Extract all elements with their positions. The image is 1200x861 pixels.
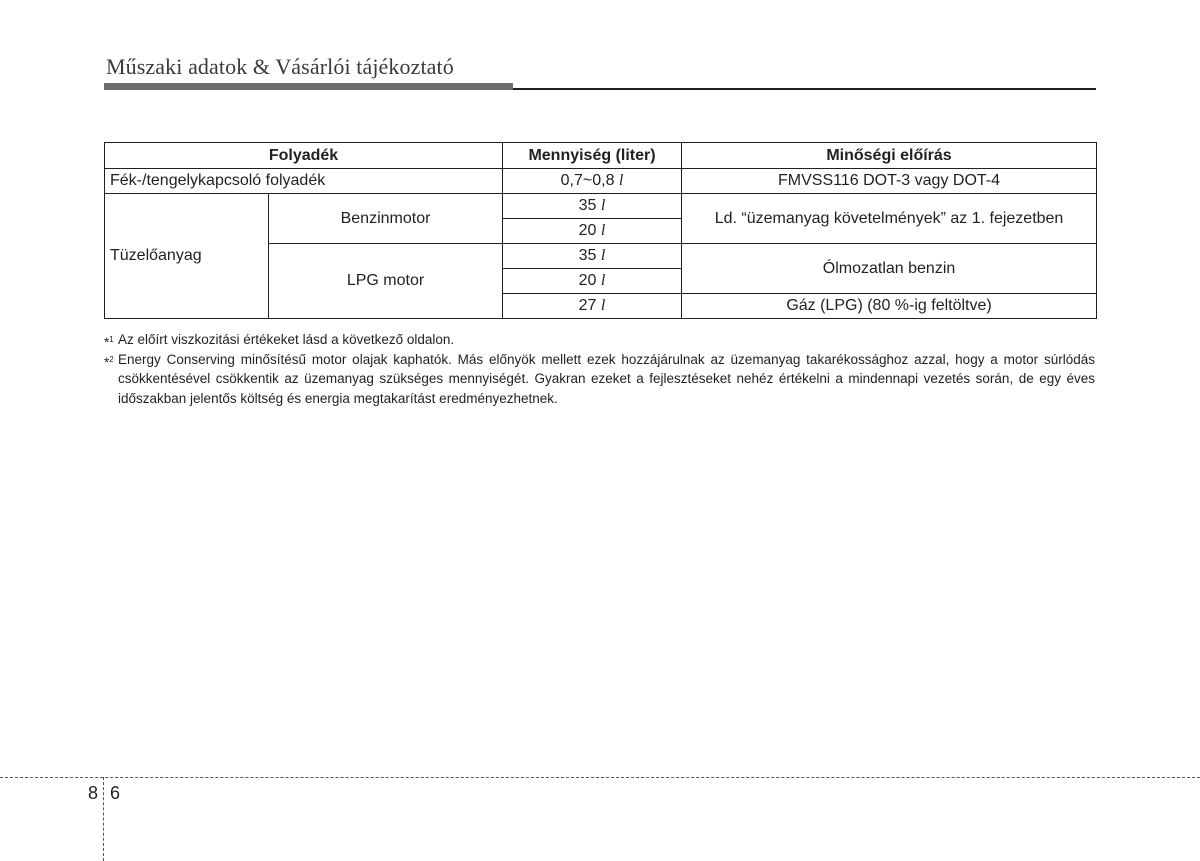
footer-dashed-divider (103, 777, 104, 861)
header-rule (513, 88, 1096, 90)
header-accent-bar (104, 83, 513, 90)
page-header-title: Műszaki adatok & Vásárlói tájékoztató (106, 54, 454, 79)
lpg-quantity-1 (503, 244, 682, 269)
table-header-row (105, 143, 1097, 169)
quantity-value: 27 (578, 297, 597, 314)
lpg-spec-gas: Gáz (LPG) (80 %-ig feltöltve) (682, 294, 1097, 319)
footnote-marker: *$^1$ (104, 335, 114, 350)
footer-dashed-rule (0, 777, 1200, 778)
brake-fluid-spec: FMVSS116 DOT-3 vagy DOT-4 (682, 169, 1097, 194)
unit-symbol: l (600, 272, 606, 289)
footnotes (104, 330, 1095, 408)
header-quantity: Mennyiség (liter) (503, 143, 682, 169)
quantity-value: 20 (578, 272, 597, 289)
benzin-quantity-2 (503, 219, 682, 244)
footnote-marker: *$^2$ (104, 354, 114, 370)
footnote-2 (104, 350, 1095, 409)
table-row (105, 169, 1097, 194)
lpg-quantity-3 (503, 294, 682, 319)
brake-fluid-label: Fék-/tengelykapcsoló folyadék (105, 169, 503, 194)
header-fluid: Folyadék (105, 143, 503, 169)
unit-symbol: l (600, 247, 606, 264)
unit-symbol: l (618, 172, 624, 189)
footnote-1 (104, 330, 1095, 350)
benzin-engine-label: Benzinmotor (269, 194, 503, 244)
footnote-text: Energy Conserving minősítésű motor olajak kaphatók. Más előnyök mellett ezek hozzájárulnak az üzemanyag takarékossághoz azzal, hogy a motor súrlódás csökkentésével csökkentik az üzemanyag szükséges mennyiségét. Gyakran ezeket a fejlesztéseket nehéz értékelni a mindennapi vezetés során, de egy éves időszakban jelentős költség és energia megtakarítást eredményezhetnek. (118, 351, 1095, 406)
unit-symbol: l (600, 222, 606, 239)
fluid-spec-table (104, 142, 1097, 319)
quantity-value: 35 (578, 197, 597, 214)
footnote-text: Az előírt viszkozitási értékeket lásd a következő oldalon. (118, 332, 455, 347)
chapter-number: 8 (88, 783, 99, 803)
header-spec: Minőségi előírás (682, 143, 1097, 169)
quantity-value: 0,7~0,8 (560, 172, 615, 189)
benzin-quantity-1 (503, 194, 682, 219)
quantity-value: 20 (578, 222, 597, 239)
lpg-quantity-2 (503, 269, 682, 294)
unit-symbol: l (600, 197, 606, 214)
benzin-spec: Ld. “üzemanyag követelmények” az 1. fejezetben (682, 194, 1097, 244)
lpg-spec-unleaded: Ólmozatlan benzin (682, 244, 1097, 294)
brake-fluid-quantity (503, 169, 682, 194)
fuel-group-label: Tüzelőanyag (105, 194, 269, 319)
page-number: 6 (110, 783, 121, 803)
unit-symbol: l (600, 297, 606, 314)
table-row (105, 194, 1097, 219)
lpg-engine-label: LPG motor (269, 244, 503, 319)
quantity-value: 35 (578, 247, 597, 264)
